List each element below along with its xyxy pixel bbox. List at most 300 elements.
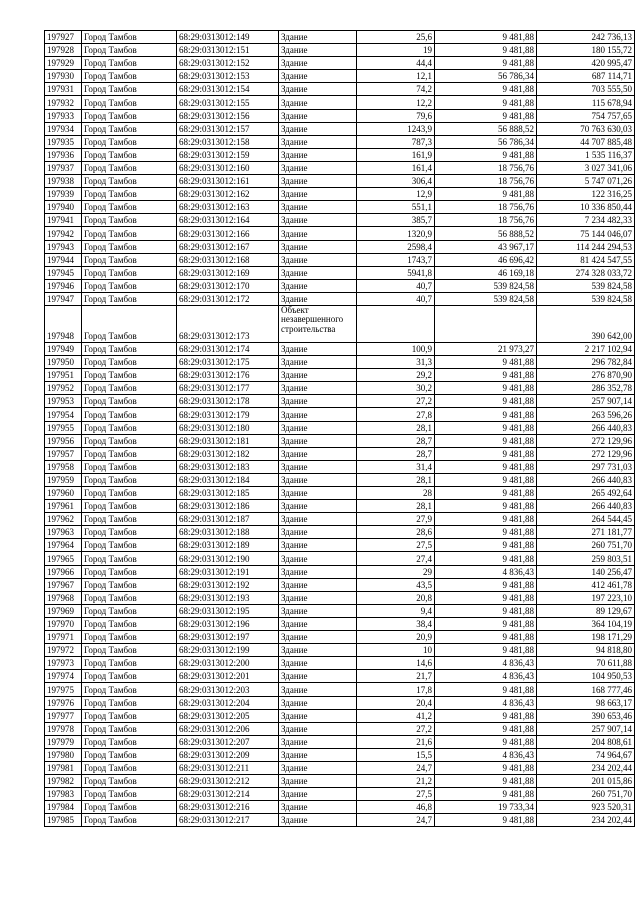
object-type-cell: Здание	[279, 292, 357, 305]
table-row	[45, 617, 635, 630]
city-cell: Город Тамбов	[82, 526, 177, 539]
unit-value-cell: 9 481,88	[435, 631, 537, 644]
row-number-cell: 197942	[45, 227, 82, 240]
cadastral-value-cell: 272 129,96	[537, 434, 635, 447]
object-type-cell: Здание	[279, 279, 357, 292]
row-number-cell: 197982	[45, 775, 82, 788]
cadastral-value-cell: 70 611,88	[537, 657, 635, 670]
object-type-cell: Здание	[279, 57, 357, 70]
area-cell: 9,4	[357, 604, 435, 617]
cadastral-number-cell: 68:29:0313012:166	[177, 227, 279, 240]
unit-value-cell: 539 824,58	[435, 279, 537, 292]
unit-value-cell: 4 836,43	[435, 657, 537, 670]
city-cell: Город Тамбов	[82, 735, 177, 748]
cadastral-number-cell: 68:29:0313012:175	[177, 356, 279, 369]
cadastral-value-cell: 923 520,31	[537, 801, 635, 814]
city-cell: Город Тамбов	[82, 342, 177, 355]
area-cell: 21,6	[357, 735, 435, 748]
city-cell: Город Тамбов	[82, 604, 177, 617]
area-cell: 1743,7	[357, 253, 435, 266]
row-number-cell: 197974	[45, 670, 82, 683]
unit-value-cell: 9 481,88	[435, 683, 537, 696]
row-number-cell: 197936	[45, 148, 82, 161]
area-cell	[357, 305, 435, 342]
area-cell: 28,1	[357, 500, 435, 513]
cadastral-value-cell: 234 202,44	[537, 814, 635, 827]
cadastral-number-cell: 68:29:0313012:209	[177, 748, 279, 761]
row-number-cell: 197985	[45, 814, 82, 827]
row-number-cell: 197963	[45, 526, 82, 539]
object-type-cell: Здание	[279, 735, 357, 748]
unit-value-cell: 9 481,88	[435, 814, 537, 827]
object-type-cell: Здание	[279, 604, 357, 617]
city-cell: Город Тамбов	[82, 761, 177, 774]
unit-value-cell: 9 481,88	[435, 604, 537, 617]
area-cell: 43,5	[357, 578, 435, 591]
object-type-cell: Здание	[279, 473, 357, 486]
cadastral-value-cell: 296 782,84	[537, 356, 635, 369]
area-cell: 551,1	[357, 201, 435, 214]
area-cell: 27,5	[357, 788, 435, 801]
row-number-cell: 197931	[45, 83, 82, 96]
cadastral-number-cell: 68:29:0313012:211	[177, 761, 279, 774]
city-cell: Город Тамбов	[82, 513, 177, 526]
area-cell: 21,7	[357, 670, 435, 683]
row-number-cell: 197957	[45, 447, 82, 460]
row-number-cell: 197960	[45, 487, 82, 500]
table-row	[45, 578, 635, 591]
area-cell: 20,8	[357, 591, 435, 604]
object-type-cell: Здание	[279, 148, 357, 161]
unit-value-cell: 9 481,88	[435, 617, 537, 630]
cadastral-number-cell: 68:29:0313012:173	[177, 305, 279, 342]
row-number-cell: 197954	[45, 408, 82, 421]
cadastral-value-cell: 265 492,64	[537, 487, 635, 500]
cadastral-number-cell: 68:29:0313012:200	[177, 657, 279, 670]
row-number-cell: 197969	[45, 604, 82, 617]
cadastral-value-cell: 81 424 547,55	[537, 253, 635, 266]
area-cell: 27,8	[357, 408, 435, 421]
unit-value-cell: 9 481,88	[435, 513, 537, 526]
row-number-cell: 197948	[45, 305, 82, 342]
city-cell: Город Тамбов	[82, 775, 177, 788]
object-type-cell: Здание	[279, 109, 357, 122]
object-type-cell: Здание	[279, 552, 357, 565]
area-cell: 24,7	[357, 814, 435, 827]
cadastral-value-cell: 140 256,47	[537, 565, 635, 578]
row-number-cell: 197929	[45, 57, 82, 70]
table-row	[45, 44, 635, 57]
row-number-cell: 197943	[45, 240, 82, 253]
row-number-cell: 197979	[45, 735, 82, 748]
object-type-cell: Здание	[279, 487, 357, 500]
area-cell: 161,9	[357, 148, 435, 161]
city-cell: Город Тамбов	[82, 356, 177, 369]
object-type-cell: Здание	[279, 500, 357, 513]
row-number-cell: 197935	[45, 135, 82, 148]
cadastral-value-cell: 114 244 294,53	[537, 240, 635, 253]
table-row	[45, 670, 635, 683]
city-cell: Город Тамбов	[82, 552, 177, 565]
cadastral-value-cell: 180 155,72	[537, 44, 635, 57]
cadastral-value-cell: 197 223,10	[537, 591, 635, 604]
area-cell: 46,8	[357, 801, 435, 814]
cadastral-value-cell: 274 328 033,72	[537, 266, 635, 279]
area-cell: 787,3	[357, 135, 435, 148]
unit-value-cell: 46 696,42	[435, 253, 537, 266]
area-cell: 31,3	[357, 356, 435, 369]
object-type-cell: Здание	[279, 696, 357, 709]
object-type-cell: Здание	[279, 31, 357, 44]
row-number-cell: 197977	[45, 709, 82, 722]
cadastral-value-cell: 286 352,78	[537, 382, 635, 395]
unit-value-cell: 9 481,88	[435, 775, 537, 788]
cadastral-number-cell: 68:29:0313012:152	[177, 57, 279, 70]
object-type-cell: Здание	[279, 421, 357, 434]
cadastral-number-cell: 68:29:0313012:164	[177, 214, 279, 227]
cadastral-number-cell: 68:29:0313012:183	[177, 460, 279, 473]
table-row	[45, 696, 635, 709]
object-type-cell: Здание	[279, 761, 357, 774]
cadastral-number-cell: 68:29:0313012:176	[177, 369, 279, 382]
city-cell: Город Тамбов	[82, 565, 177, 578]
table-row	[45, 814, 635, 827]
row-number-cell: 197946	[45, 279, 82, 292]
unit-value-cell: 9 481,88	[435, 722, 537, 735]
area-cell: 27,5	[357, 539, 435, 552]
city-cell: Город Тамбов	[82, 473, 177, 486]
cadastral-value-cell: 10 336 850,44	[537, 201, 635, 214]
cadastral-number-cell: 68:29:0313012:181	[177, 434, 279, 447]
area-cell: 100,9	[357, 342, 435, 355]
area-cell: 40,7	[357, 279, 435, 292]
object-type-cell: Здание	[279, 356, 357, 369]
unit-value-cell: 9 481,88	[435, 552, 537, 565]
area-cell: 20,4	[357, 696, 435, 709]
unit-value-cell: 9 481,88	[435, 460, 537, 473]
cadastral-value-cell: 266 440,83	[537, 421, 635, 434]
cadastral-number-cell: 68:29:0313012:212	[177, 775, 279, 788]
table-row	[45, 788, 635, 801]
table-row	[45, 382, 635, 395]
city-cell: Город Тамбов	[82, 722, 177, 735]
row-number-cell: 197956	[45, 434, 82, 447]
unit-value-cell: 4 836,43	[435, 565, 537, 578]
object-type-cell: Здание	[279, 539, 357, 552]
object-type-cell: Здание	[279, 253, 357, 266]
unit-value-cell: 9 481,88	[435, 31, 537, 44]
unit-value-cell: 9 481,88	[435, 408, 537, 421]
table-row	[45, 539, 635, 552]
unit-value-cell: 9 481,88	[435, 709, 537, 722]
unit-value-cell: 9 481,88	[435, 382, 537, 395]
unit-value-cell: 18 756,76	[435, 201, 537, 214]
table-row	[45, 460, 635, 473]
table-body	[45, 31, 635, 827]
cadastral-number-cell: 68:29:0313012:168	[177, 253, 279, 266]
unit-value-cell: 9 481,88	[435, 735, 537, 748]
unit-value-cell: 9 481,88	[435, 539, 537, 552]
unit-value-cell: 18 756,76	[435, 214, 537, 227]
cadastral-value-cell: 259 803,51	[537, 552, 635, 565]
row-number-cell: 197975	[45, 683, 82, 696]
cadastral-value-cell: 539 824,58	[537, 292, 635, 305]
cadastral-value-cell: 115 678,94	[537, 96, 635, 109]
area-cell: 30,2	[357, 382, 435, 395]
area-cell: 12,2	[357, 96, 435, 109]
object-type-cell: Здание	[279, 83, 357, 96]
unit-value-cell: 9 481,88	[435, 500, 537, 513]
object-type-cell: Здание	[279, 44, 357, 57]
table-row	[45, 214, 635, 227]
city-cell: Город Тамбов	[82, 644, 177, 657]
cadastral-value-cell: 198 171,29	[537, 631, 635, 644]
cadastral-number-cell: 68:29:0313012:182	[177, 447, 279, 460]
row-number-cell: 197930	[45, 70, 82, 83]
cadastral-value-cell: 266 440,83	[537, 500, 635, 513]
area-cell: 15,5	[357, 748, 435, 761]
unit-value-cell: 9 481,88	[435, 473, 537, 486]
city-cell: Город Тамбов	[82, 188, 177, 201]
cadastral-value-cell: 168 777,46	[537, 683, 635, 696]
cadastral-number-cell: 68:29:0313012:177	[177, 382, 279, 395]
row-number-cell: 197972	[45, 644, 82, 657]
city-cell: Город Тамбов	[82, 122, 177, 135]
cadastral-value-cell: 89 129,67	[537, 604, 635, 617]
table-row	[45, 513, 635, 526]
cadastral-value-cell: 687 114,71	[537, 70, 635, 83]
table-row	[45, 148, 635, 161]
cadastral-value-cell: 260 751,70	[537, 539, 635, 552]
table-row	[45, 395, 635, 408]
cadastral-number-cell: 68:29:0313012:179	[177, 408, 279, 421]
city-cell: Город Тамбов	[82, 421, 177, 434]
object-type-cell: Здание	[279, 565, 357, 578]
city-cell: Город Тамбов	[82, 148, 177, 161]
object-type-cell: Здание	[279, 201, 357, 214]
cadastral-number-cell: 68:29:0313012:191	[177, 565, 279, 578]
city-cell: Город Тамбов	[82, 631, 177, 644]
cadastral-value-cell: 75 144 046,07	[537, 227, 635, 240]
cadastral-number-cell: 68:29:0313012:184	[177, 473, 279, 486]
table-row	[45, 83, 635, 96]
row-number-cell: 197934	[45, 122, 82, 135]
area-cell: 161,4	[357, 161, 435, 174]
object-type-cell: Здание	[279, 161, 357, 174]
table-row	[45, 369, 635, 382]
cadastral-value-cell: 271 181,77	[537, 526, 635, 539]
unit-value-cell: 21 973,27	[435, 342, 537, 355]
table-row	[45, 722, 635, 735]
cadastral-value-cell: 257 907,14	[537, 722, 635, 735]
area-cell: 10	[357, 644, 435, 657]
row-number-cell: 197939	[45, 188, 82, 201]
area-cell: 2598,4	[357, 240, 435, 253]
cadastral-number-cell: 68:29:0313012:199	[177, 644, 279, 657]
unit-value-cell: 9 481,88	[435, 591, 537, 604]
area-cell: 79,6	[357, 109, 435, 122]
table-row	[45, 735, 635, 748]
city-cell: Город Тамбов	[82, 748, 177, 761]
city-cell: Город Тамбов	[82, 447, 177, 460]
cadastral-number-cell: 68:29:0313012:167	[177, 240, 279, 253]
cadastral-number-cell: 68:29:0313012:174	[177, 342, 279, 355]
table-row	[45, 761, 635, 774]
area-cell: 28,6	[357, 526, 435, 539]
cadastral-value-cell: 1 535 116,37	[537, 148, 635, 161]
table-row	[45, 552, 635, 565]
city-cell: Город Тамбов	[82, 578, 177, 591]
row-number-cell: 197973	[45, 657, 82, 670]
area-cell: 28,7	[357, 447, 435, 460]
area-cell: 27,2	[357, 722, 435, 735]
cadastral-number-cell: 68:29:0313012:205	[177, 709, 279, 722]
object-type-cell: Здание	[279, 342, 357, 355]
row-number-cell: 197959	[45, 473, 82, 486]
city-cell: Город Тамбов	[82, 227, 177, 240]
table-row	[45, 188, 635, 201]
table-row	[45, 266, 635, 279]
object-type-cell: Здание	[279, 175, 357, 188]
table-row	[45, 57, 635, 70]
table-row	[45, 201, 635, 214]
city-cell: Город Тамбов	[82, 801, 177, 814]
city-cell: Город Тамбов	[82, 253, 177, 266]
object-type-cell: Здание	[279, 526, 357, 539]
unit-value-cell: 9 481,88	[435, 57, 537, 70]
unit-value-cell: 9 481,88	[435, 578, 537, 591]
row-number-cell: 197978	[45, 722, 82, 735]
cadastral-number-cell: 68:29:0313012:195	[177, 604, 279, 617]
unit-value-cell: 9 481,88	[435, 447, 537, 460]
cadastral-number-cell: 68:29:0313012:188	[177, 526, 279, 539]
area-cell: 14,6	[357, 657, 435, 670]
area-cell: 19	[357, 44, 435, 57]
object-type-cell: Здание	[279, 266, 357, 279]
cadastral-value-cell: 260 751,70	[537, 788, 635, 801]
area-cell: 12,9	[357, 188, 435, 201]
cadastral-value-cell: 104 950,53	[537, 670, 635, 683]
table-row	[45, 175, 635, 188]
table-row	[45, 96, 635, 109]
city-cell: Город Тамбов	[82, 57, 177, 70]
cadastral-value-cell: 98 663,17	[537, 696, 635, 709]
cadastral-value-cell: 264 544,45	[537, 513, 635, 526]
city-cell: Город Тамбов	[82, 109, 177, 122]
city-cell: Город Тамбов	[82, 670, 177, 683]
cadastral-number-cell: 68:29:0313012:185	[177, 487, 279, 500]
area-cell: 385,7	[357, 214, 435, 227]
unit-value-cell: 9 481,88	[435, 148, 537, 161]
object-type-cell: Здание	[279, 775, 357, 788]
area-cell: 29	[357, 565, 435, 578]
cadastral-value-cell: 703 555,50	[537, 83, 635, 96]
city-cell: Город Тамбов	[82, 460, 177, 473]
object-type-cell: Здание	[279, 591, 357, 604]
cadastral-value-cell: 263 596,26	[537, 408, 635, 421]
unit-value-cell: 9 481,88	[435, 83, 537, 96]
table-row	[45, 122, 635, 135]
object-type-cell: Здание	[279, 434, 357, 447]
city-cell: Город Тамбов	[82, 135, 177, 148]
city-cell: Город Тамбов	[82, 696, 177, 709]
cadastral-number-cell: 68:29:0313012:207	[177, 735, 279, 748]
area-cell: 21,2	[357, 775, 435, 788]
city-cell: Город Тамбов	[82, 31, 177, 44]
object-type-cell: Здание	[279, 96, 357, 109]
cadastral-value-cell: 122 316,25	[537, 188, 635, 201]
row-number-cell: 197970	[45, 617, 82, 630]
row-number-cell: 197952	[45, 382, 82, 395]
area-cell: 38,4	[357, 617, 435, 630]
table-row	[45, 421, 635, 434]
table-row	[45, 631, 635, 644]
unit-value-cell: 9 481,88	[435, 487, 537, 500]
row-number-cell: 197955	[45, 421, 82, 434]
object-type-cell: Здание	[279, 722, 357, 735]
row-number-cell: 197953	[45, 395, 82, 408]
unit-value-cell: 4 836,43	[435, 748, 537, 761]
table-row	[45, 500, 635, 513]
cadastral-value-table-page	[44, 30, 635, 827]
cadastral-value-cell: 754 757,65	[537, 109, 635, 122]
cadastral-number-cell: 68:29:0313012:214	[177, 788, 279, 801]
unit-value-cell: 56 888,52	[435, 122, 537, 135]
cadastral-value-cell: 272 129,96	[537, 447, 635, 460]
area-cell: 17,8	[357, 683, 435, 696]
object-type-cell: Здание	[279, 447, 357, 460]
unit-value-cell: 9 481,88	[435, 434, 537, 447]
object-type-cell: Здание	[279, 408, 357, 421]
object-type-cell: Здание	[279, 814, 357, 827]
row-number-cell: 197980	[45, 748, 82, 761]
cadastral-value-cell: 3 027 341,06	[537, 161, 635, 174]
object-type-cell: Здание	[279, 578, 357, 591]
table-row	[45, 135, 635, 148]
area-cell: 27,9	[357, 513, 435, 526]
row-number-cell: 197976	[45, 696, 82, 709]
cadastral-number-cell: 68:29:0313012:163	[177, 201, 279, 214]
unit-value-cell: 539 824,58	[435, 292, 537, 305]
area-cell: 1320,9	[357, 227, 435, 240]
row-number-cell: 197949	[45, 342, 82, 355]
table-row	[45, 356, 635, 369]
cadastral-number-cell: 68:29:0313012:203	[177, 683, 279, 696]
unit-value-cell: 9 481,88	[435, 644, 537, 657]
cadastral-number-cell: 68:29:0313012:201	[177, 670, 279, 683]
row-number-cell: 197938	[45, 175, 82, 188]
cadastral-number-cell: 68:29:0313012:159	[177, 148, 279, 161]
unit-value-cell	[435, 305, 537, 342]
row-number-cell: 197951	[45, 369, 82, 382]
cadastral-number-cell: 68:29:0313012:187	[177, 513, 279, 526]
row-number-cell: 197958	[45, 460, 82, 473]
row-number-cell: 197968	[45, 591, 82, 604]
area-cell: 28,7	[357, 434, 435, 447]
cadastral-value-cell: 539 824,58	[537, 279, 635, 292]
city-cell: Город Тамбов	[82, 709, 177, 722]
cadastral-value-cell: 234 202,44	[537, 761, 635, 774]
table-row	[45, 31, 635, 44]
cadastral-number-cell: 68:29:0313012:193	[177, 591, 279, 604]
cadastral-number-cell: 68:29:0313012:149	[177, 31, 279, 44]
row-number-cell: 197937	[45, 161, 82, 174]
city-cell: Город Тамбов	[82, 369, 177, 382]
area-cell: 40,7	[357, 292, 435, 305]
cadastral-value-cell: 266 440,83	[537, 473, 635, 486]
object-type-cell: Здание	[279, 214, 357, 227]
table-row	[45, 109, 635, 122]
